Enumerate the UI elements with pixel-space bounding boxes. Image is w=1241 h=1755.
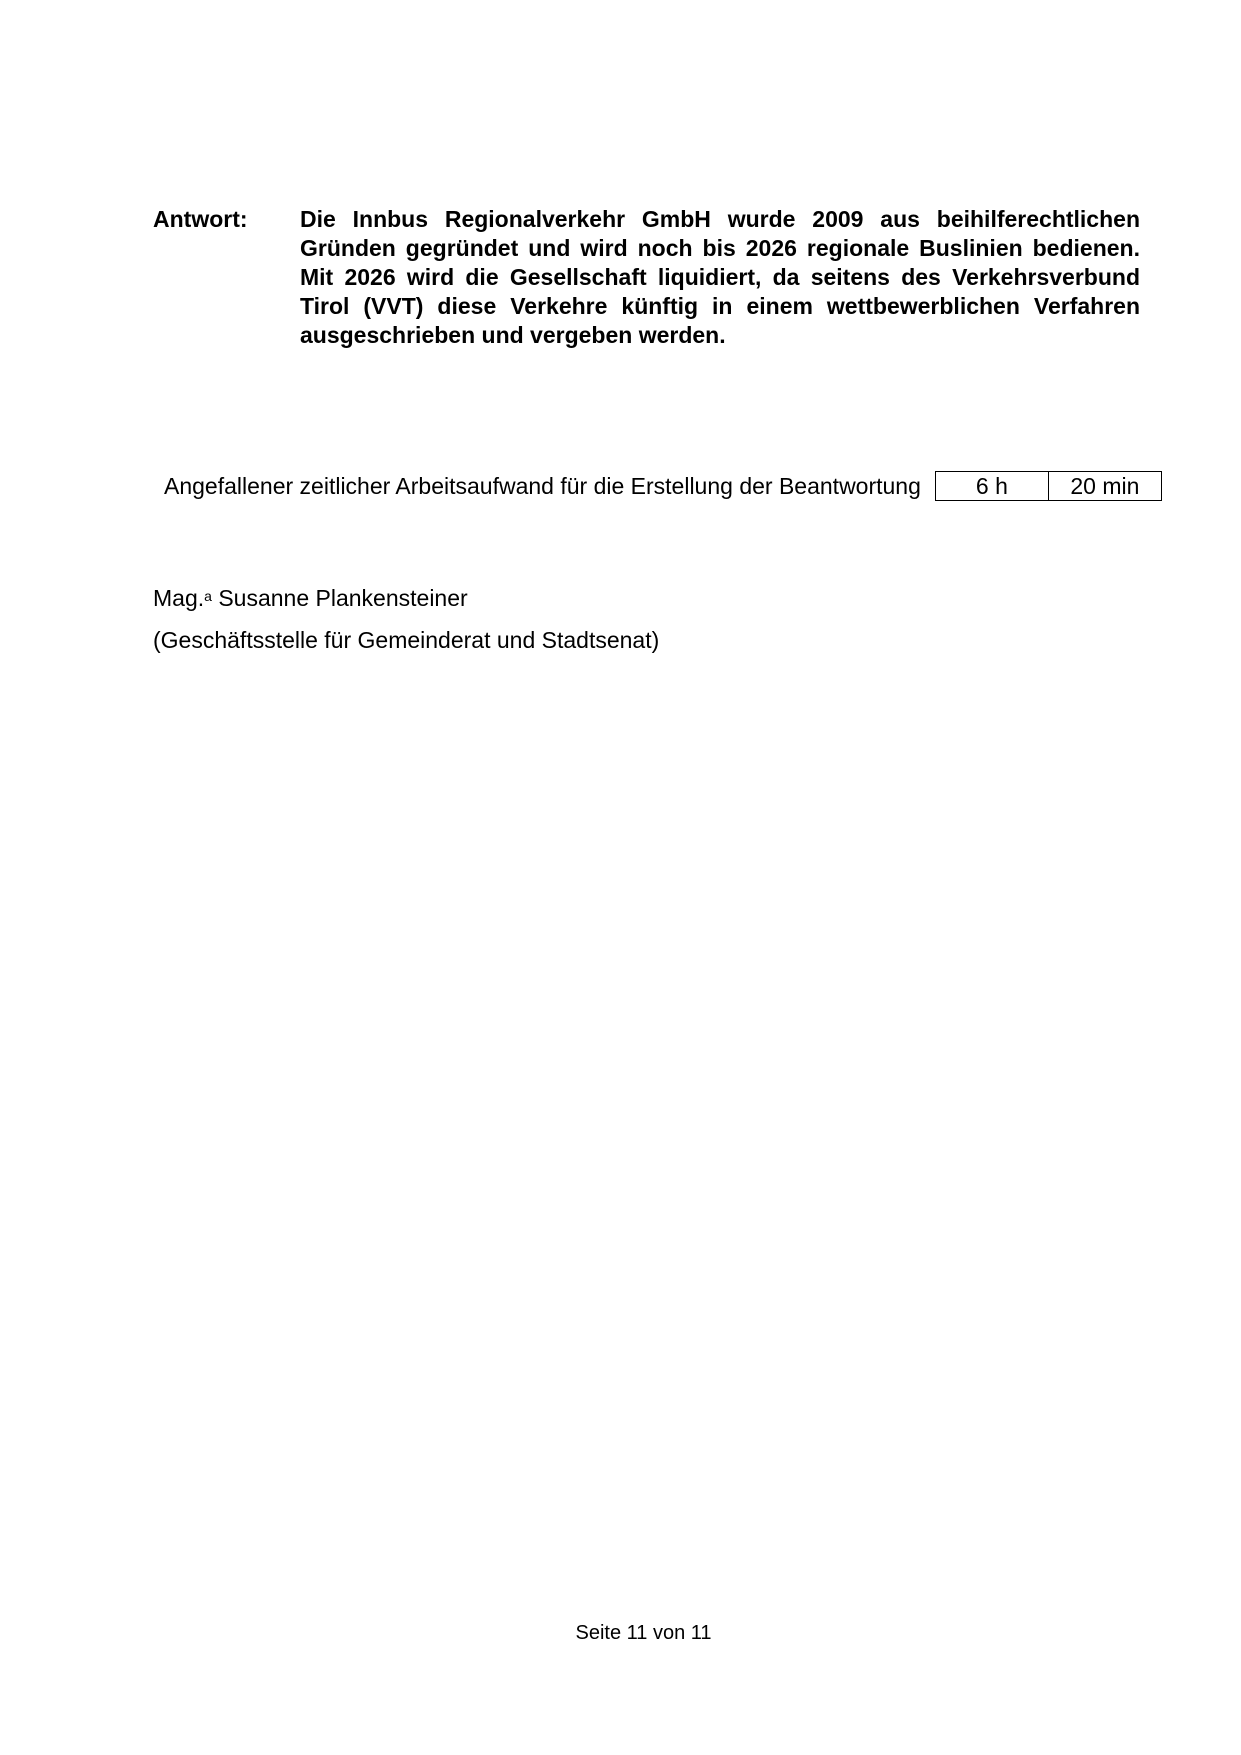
page-number: Seite 11 von 11 [575,1622,712,1644]
work-effort-hours: 6 h [975,473,1008,499]
work-effort-minutes: 20 min [1048,472,1161,500]
answer-label: Antwort: [153,206,248,232]
answer-text: Die Innbus Regionalverkehr GmbH wurde 2009 aus beihilferechtlichen Gründen gegründet und wird noch bis 2026 regionale Buslinien bedienen. Mit 2026 wird die Gesellschaft liquidiert, da seitens des Verkehrsverbund Tirol (VVT) diese Verkehre künftig in einem wettbewerblichen Verfahren ausgeschrieben und vergeben werden. [300,206,1140,348]
signer-department: (Geschäftsstelle für Gemeinderat und Stadtsenat) [153,627,660,653]
signer-title: Mag. [153,585,205,611]
signer-title-suffix: a [204,588,212,604]
signer-name [153,583,468,613]
work-effort-table [935,471,1162,501]
work-effort-row [164,471,1162,501]
work-effort-label: Angefallener zeitlicher Arbeitsaufwand für die Erstellung der Beantwortung [164,473,921,499]
signer-full-name: Susanne Plankensteiner [218,585,468,611]
page-footer [0,1620,1241,1646]
